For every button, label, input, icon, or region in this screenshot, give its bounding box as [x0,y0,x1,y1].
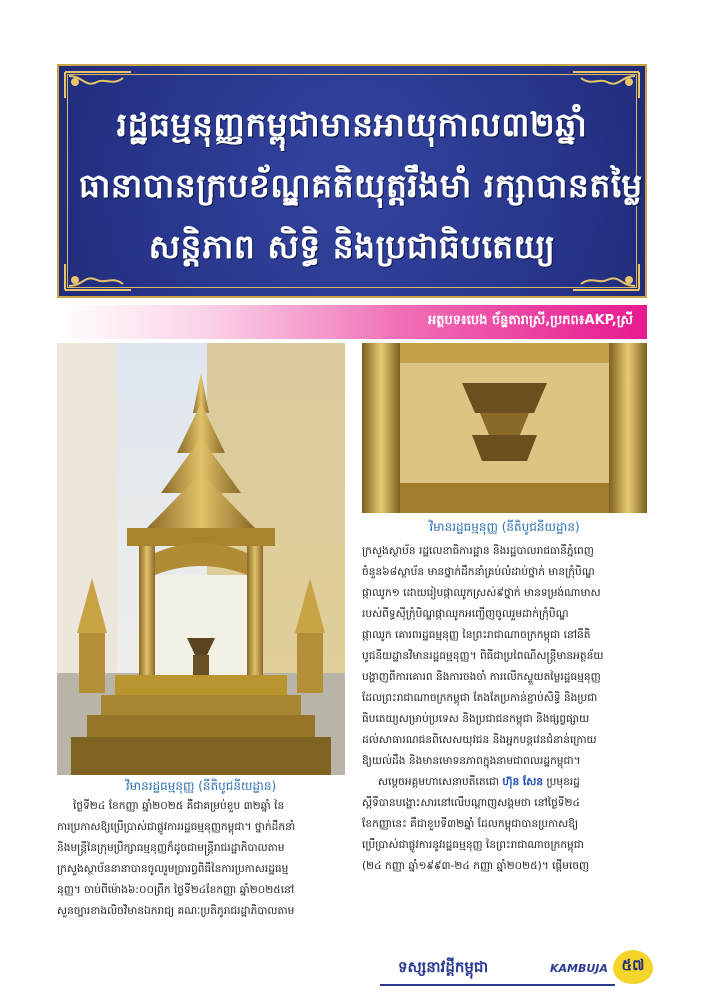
monument-photo-full [57,343,345,775]
body-line: បង្ហាញពីការគោរព និងការចងចាំ ការលើកស្ទួយតម្លៃរដ្ឋធម្មនុញ្ញ [362,671,601,683]
body-line: របស់ពីទ្ធស៊ីក្រុំបិណ្ឌផ្កាឈូកអញ្ជើញចូលរួមដាក់ក្រុំបិណ្ឌ [362,608,569,620]
body-line: ស្តីទីបានបង្ហោះសារនៅលើបណ្តាញសង្គមថា នៅថ្ងៃទី២៤ [362,797,581,809]
body-line: បូជនីយដ្ឋានវិមានរដ្ឋធម្មនុញ្ញ។ ពិធីជាប្រពៃណីសន្ត្រីមានអត្ថន័យ [362,650,604,662]
photo-caption: វិមានរដ្ឋធម្មនុញ្ញ (នីតិបូជនីយដ្ឋាន) [125,779,277,793]
body-line: ការប្រកាសឱ្យប្រើប្រាស់ជាផ្លូវការរដ្ឋធម្មនុញ្ញកម្ពុជា។ ថ្នាក់ដឹកនាំ [57,821,296,833]
page-number-badge [613,950,653,984]
headline-line: សន្តិភាព សិទ្ធិ និងប្រជាធិបតេយ្យ [148,227,556,266]
body-column-left [57,796,345,922]
headline-banner [57,64,647,298]
body-line: ដែលព្រះរាជាណាចក្រកម្ពុជា តែងតែប្រកាន់ខ្ជាប់សិទ្ធិ និងប្រជា [362,692,598,704]
body-line: ថ្ងៃទី២៤ ខែកញ្ញា ឆ្នាំ២០២៥ គឺជាគម្រប់ខួប ៣២ឆ្នាំ នៃ [73,800,285,812]
highlighted-name: ហ៊ុន សែន [502,776,544,788]
body-line: ប្រើប្រាស់ជាផ្លូវការនូវរដ្ឋធម្មនុញ្ញ នៃព្រះរាជាណាចក្រកម្ពុជា [362,839,584,851]
monument-photo-closeup [362,343,647,513]
body-text: ប្រមុខរដ្ឋ [546,776,580,788]
body-line: ផ្កាឈូក គោរពរដ្ឋធម្មនុញ្ញ នៃព្រះរាជាណាចក្រកម្ពុជា នៅនីតិ [362,629,591,641]
headline [79,94,643,277]
body-line: និងមន្ត្រីនៃក្រុមប្រឹក្សាធម្មនុញ្ញក៏ដូចជាមន្ត្រីរាជរដ្ឋាភិបាលតាម [57,842,285,854]
body-line: ធិបតេយ្យសម្រាប់ប្រទេស និងប្រជាជនកម្ពុជា និងផ្សព្វផ្សាយ [362,713,590,725]
body-line: ក្រសួងស្ថាប័ននានាបានចូលរួមប្រារព្ធពិធីនៃការប្រកាសរដ្ឋធម្ម [57,863,289,875]
page-number: ៥៧ [621,956,645,974]
body-line: (២៤ កញ្ញា ឆ្នាំ១៩៩៣-២៤ កញ្ញា ឆ្នាំ២០២៥)។ ផ្តើមចេញ [362,860,590,872]
body-line [362,772,647,793]
body-line: នុញ្ញ។ ចាប់ពីម៉ោង៦:០០ព្រឹក ថ្ងៃទី២៤ខែកញ្ញា ឆ្នាំ២០២៥នៅ [57,884,295,896]
headline-line: ធានាបានក្របខ័ណ្ឌគតិយុត្តរឹងមាំ រក្សាបានតម្លៃ [79,166,643,205]
body-line: ដល់សាធារណជនពិសេសយុវជន និងអ្នកបន្តវេនជំនាន់ក្រោយ [362,734,597,746]
body-line: ឱ្យយល់ដឹង និងមានមោទនភាពក្នុងនាមជាពលរដ្ឋកម្ពុជា។ [362,755,581,767]
body-line: ក្រសួងស្ថាប័ន រដ្ឋលេខាធិការដ្ឋាន និងរដ្ឋបាលរាជធានីភ្នំពេញ [362,545,594,557]
magazine-name: ទស្សនាវដ្តីកម្ពុជា [398,958,489,976]
body-line: ខែកញ្ញានេះ គឺជាខួបទី៣២ឆ្នាំ ដែលកម្ពុជាបានប្រកាសឱ្យ [362,818,579,830]
footer-rule [380,984,615,986]
photo-caption: វិមានរដ្ឋធម្មនុញ្ញ (នីតិបូជនីយដ្ឋាន) [429,520,580,534]
body-line: សួនច្បារខាងលិចវិមានឯករាជ្យ គណៈប្រតិភូរាជរដ្ឋាភិបាលតាម [57,905,295,917]
body-text: សម្តេចអគ្គមហាសេនាបតីតេជោ [378,776,500,788]
body-line: ផ្កាឈូក១ ដោយរៀបផ្កាឈូកស្រស់៩ថ្នាក់ មានទម្រង់ណាមាស [362,587,601,599]
byline: អត្ថបទ៖បេង ច័ន្ទតារាស្រី,ប្រភព៖AKP,ស្រី [427,313,633,328]
byline-bar [57,305,647,339]
magazine-brand: KAMBUJA [550,962,608,975]
body-line: ចំនួន៦៨ស្ថាប័ន មានថ្នាក់ដឹកនាំគ្រប់លំដាប់ថ្នាក់ មានក្រុំបិណ្ឌ [362,566,595,578]
body-column-right [362,541,647,877]
headline-line: រដ្ឋធម្មនុញ្ញកម្ពុជាមានអាយុកាល៣២ឆ្នាំ [116,105,588,144]
